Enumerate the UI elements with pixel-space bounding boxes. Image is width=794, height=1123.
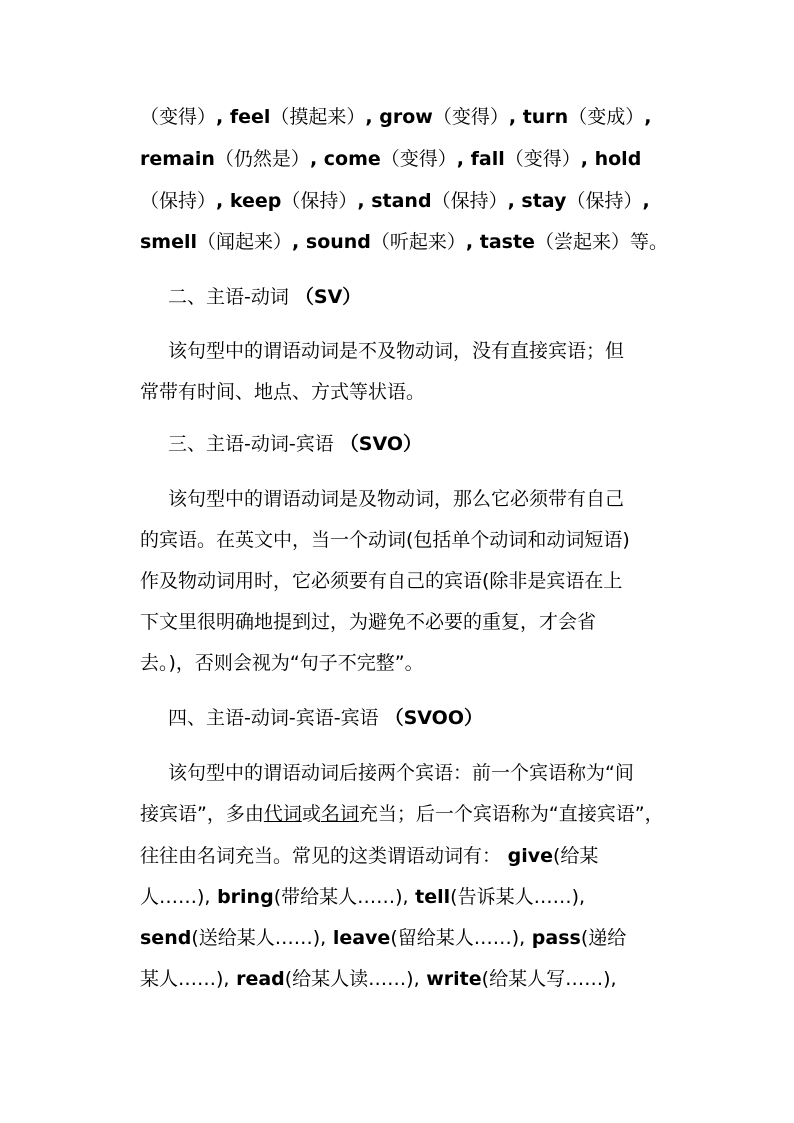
text: （保持） xyxy=(431,190,508,212)
word: leave xyxy=(326,927,391,949)
paragraph3-line3: 作及物动词用时，它必须要有自己的宾语(除非是宾语在上 xyxy=(140,570,623,592)
word: , stand xyxy=(357,190,432,212)
text: （摸起来） xyxy=(270,106,366,128)
text: (告诉某人……), xyxy=(450,886,586,908)
paragraph1-line4 xyxy=(140,229,670,255)
heading-code: （SVO） xyxy=(339,433,422,455)
text: (送给某人……), xyxy=(191,927,327,949)
heading-text: 二、主语-动词 xyxy=(168,286,295,308)
word: send xyxy=(140,927,192,949)
text: (留给某人……), xyxy=(390,927,526,949)
heading-text: 三、主语-动词-宾语 xyxy=(168,433,340,455)
paragraph4-line4 xyxy=(140,884,670,910)
word: bring xyxy=(210,886,274,908)
paragraph4-line5 xyxy=(140,925,670,951)
section-heading-svo xyxy=(168,431,668,457)
paragraph2-line2: 常带有时间、地点、方式等状语。 xyxy=(140,381,426,403)
paragraph3-line4: 下文里很明确地提到过，为避免不必要的重复，才会省 xyxy=(140,611,597,633)
word: , xyxy=(642,190,650,212)
word: , stay xyxy=(507,190,567,212)
paragraph1-line1 xyxy=(140,104,670,130)
paragraph1-line2 xyxy=(140,146,670,172)
section-heading-sv xyxy=(168,284,668,310)
paragraph4-line1: 该句型中的谓语动词后接两个宾语：前一个宾语称为“间 xyxy=(168,762,634,784)
word: , grow xyxy=(365,106,433,128)
text: （仍然是） xyxy=(214,148,310,170)
word: smell xyxy=(140,231,198,253)
underlined-term: 名词 xyxy=(320,803,359,825)
text: (递给 xyxy=(580,927,627,949)
text: (给某人读……), xyxy=(284,968,420,990)
text: （尝起来）等。 xyxy=(534,231,668,253)
paragraph3-line2: 的宾语。在英文中，当一个动词(包括单个动词和动词短语) xyxy=(140,529,630,551)
text: （变得） xyxy=(504,148,581,170)
word: , fall xyxy=(456,148,505,170)
word: tell xyxy=(408,886,451,908)
text: （变成） xyxy=(568,106,645,128)
word: give xyxy=(501,845,554,867)
word: pass xyxy=(525,927,581,949)
text: 人……), xyxy=(140,886,211,908)
word: , turn xyxy=(508,106,569,128)
word: , sound xyxy=(292,231,371,253)
word: , feel xyxy=(216,106,271,128)
text: （保持） xyxy=(281,190,358,212)
text: （听起来） xyxy=(370,231,466,253)
paragraph2-line1: 该句型中的谓语动词是不及物动词，没有直接宾语；但 xyxy=(168,340,625,362)
paragraph1-line3 xyxy=(140,188,670,214)
paragraph4-line2 xyxy=(140,801,670,827)
text: 充当；后一个宾语称为“直接宾语”， xyxy=(358,803,664,825)
text: （变得） xyxy=(432,106,509,128)
word: , xyxy=(644,106,652,128)
paragraph4-line6 xyxy=(140,966,670,992)
underlined-term: 代词 xyxy=(263,803,302,825)
text: 某人……), xyxy=(140,968,230,990)
text: （保持） xyxy=(140,190,217,212)
text: （变得） xyxy=(380,148,457,170)
paragraph3-line1: 该句型中的谓语动词是及物动词，那么它必须带有自己 xyxy=(168,488,625,510)
paragraph4-line3 xyxy=(140,843,670,869)
text: （闻起来） xyxy=(197,231,293,253)
section-heading-svoo xyxy=(168,705,668,731)
text: 接宾语”，多由 xyxy=(140,803,264,825)
heading-text: 四、主语-动词-宾语-宾语 xyxy=(168,707,385,729)
text: （保持） xyxy=(566,190,643,212)
word: , taste xyxy=(465,231,535,253)
heading-code: （SVOO） xyxy=(384,707,483,729)
word: , keep xyxy=(216,190,282,212)
paragraph3-line5: 去。)，否则会视为“句子不完整”。 xyxy=(140,652,424,674)
heading-code: （SV） xyxy=(294,286,362,308)
text: (给某人写……), xyxy=(481,968,617,990)
text: (给某 xyxy=(553,845,599,867)
text: 或 xyxy=(301,803,321,825)
word: write xyxy=(419,968,482,990)
word: , hold xyxy=(580,148,642,170)
word: , come xyxy=(309,148,381,170)
word: read xyxy=(229,968,285,990)
text: 往往由名词充当。常见的这类谓语动词有： xyxy=(140,845,502,867)
text: （变得） xyxy=(140,106,217,128)
word: remain xyxy=(140,148,215,170)
text: (带给某人……), xyxy=(273,886,409,908)
